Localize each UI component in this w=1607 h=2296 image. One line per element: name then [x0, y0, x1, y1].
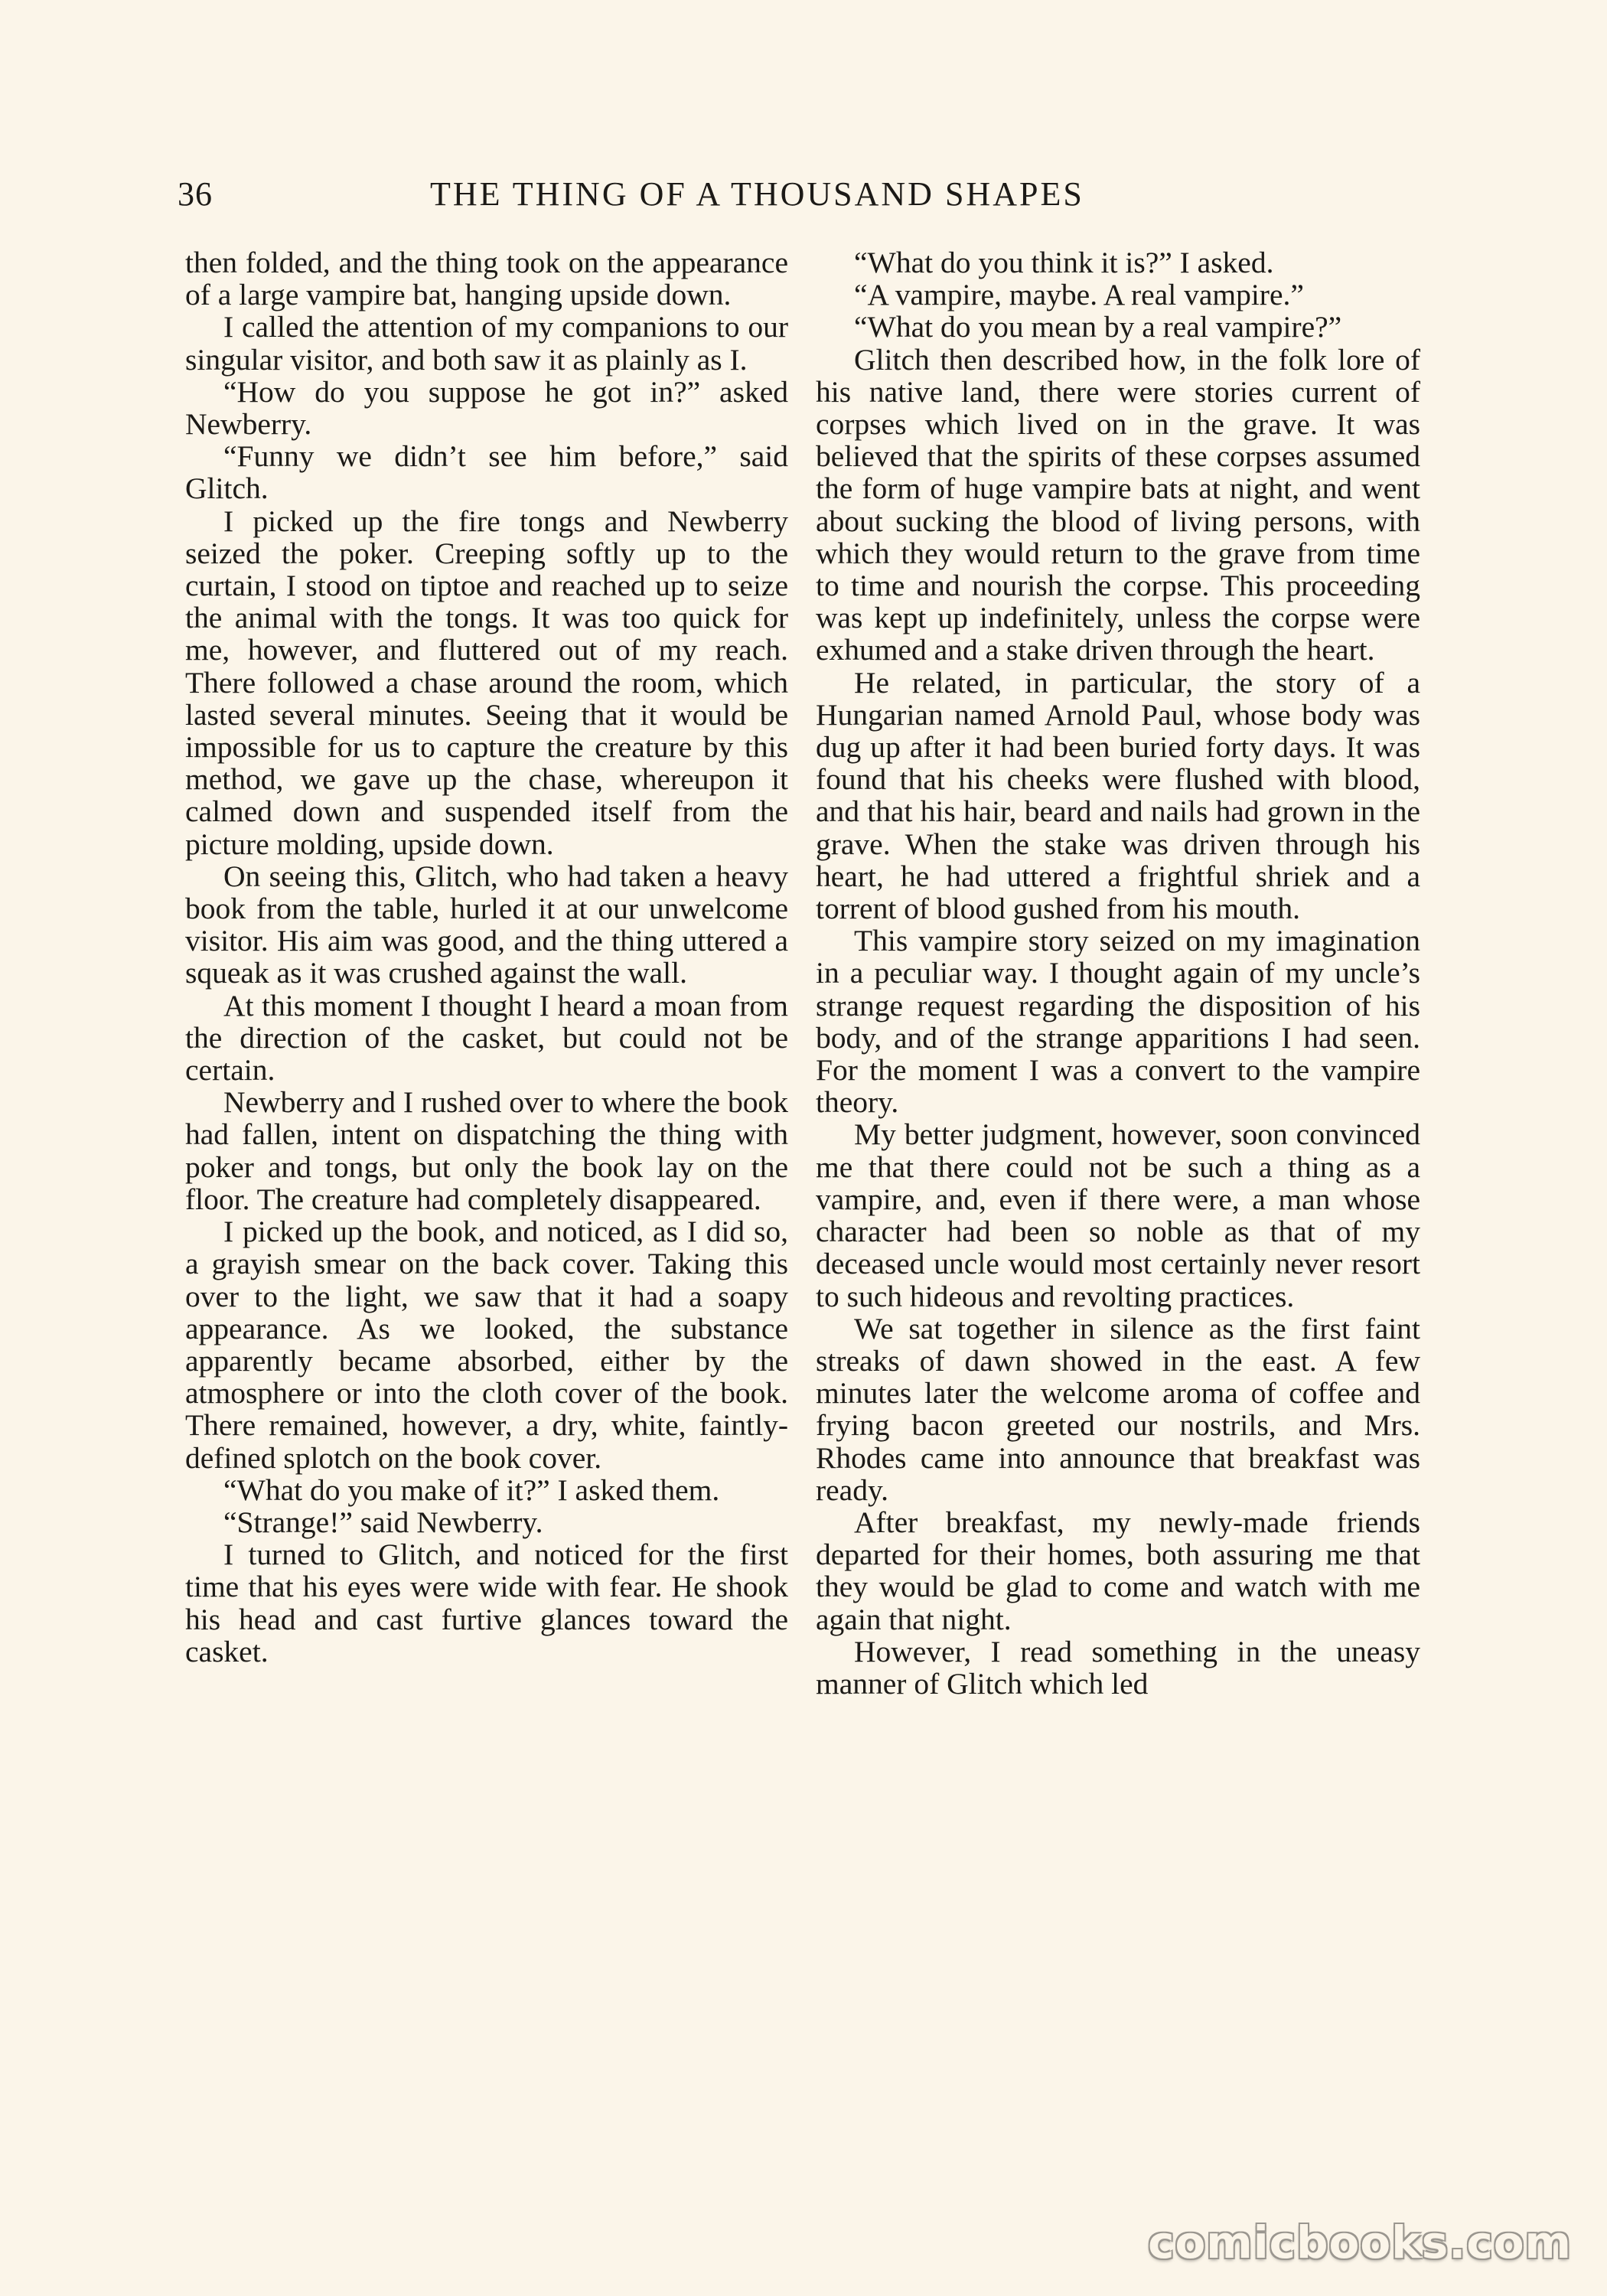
paragraph: Glitch then described how, in the folk lore of his native land, there were stories current of corpses which lived on in the grave. It was believed that the spirits of these corpses assumed the form of huge vampire bats at night, and went about sucking the blood of living persons, with which they would return to the grave from time to time and nourish the corpse. This proceeding was kept up indefinitely, unless the corpse were exhumed and a stake driven through the heart. — [816, 342, 1420, 667]
paragraph: “A vampire, maybe. A real vampire.” — [854, 278, 1304, 312]
paragraph: “Funny we didn’t see him before,” said Glitch. — [185, 439, 788, 506]
paragraph: “What do you make of it?” I asked them. — [223, 1473, 720, 1507]
paragraph: After breakfast, my newly-made friends departed for their homes, both assuring me that they would be glad to come and watch with me again that night. — [816, 1505, 1420, 1636]
paragraph: I picked up the fire tongs and Newberry seized the poker. Creeping softly up to the curtain, I stood on tiptoe and reached up to seize the animal with the tongs. It was too quick for me, however, and fluttered out of my reach. There followed a chase around the room, which lasted several minutes. Seeing that it would be impossible for us to capture the creature by this method, we gave up the chase, whereupon it calmed down and suspended itself from the picture molding, upside down. — [185, 504, 788, 861]
paragraph: This vampire story seized on my imagination in a peculiar way. I thought again of my uncle’s strange request regarding the disposition of his body, and of the strange apparitions I had seen. For the moment I was a convert to the vampire theory. — [816, 924, 1420, 1120]
page-header — [178, 170, 1433, 223]
paragraph: My better judgment, however, soon convinced me that there could not be such a thing as a vampire, and, even if there were, a man whose character had been so noble as that of my deceased uncle would most certainly never resort to such hideous and revolting practices. — [816, 1117, 1420, 1313]
running-title: THE THING OF A THOUSAND SHAPES — [430, 175, 1084, 213]
paragraph: I called the attention of my companions to our singular visitor, and both saw it as plainly as I. — [185, 310, 788, 377]
paragraph: However, I read something in the uneasy manner of Glitch which led — [816, 1634, 1420, 1701]
paragraph: On seeing this, Glitch, who had taken a heavy book from the table, hurled it at our unwelcome visitor. His aim was good, and the thing uttered a squeak as it was crushed against the wall. — [185, 859, 788, 990]
paragraph: I turned to Glitch, and noticed for the first time that his eyes were wide with fear. He shook his head and cast furtive glances toward the casket. — [185, 1538, 788, 1668]
paragraph: then folded, and the thing took on the appearance of a large vampire bat, hanging upside down. — [185, 246, 788, 312]
paragraph: “How do you suppose he got in?” asked Newberry. — [185, 374, 788, 442]
paragraph: “What do you mean by a real vampire?” — [854, 310, 1342, 344]
page-number: 36 — [178, 175, 213, 213]
paragraph: At this moment I thought I heard a moan from the direction of the casket, but could not be certain. — [185, 988, 788, 1088]
right-column — [816, 246, 1420, 1700]
paragraph: I picked up the book, and noticed, as I did so, a grayish smear on the back cover. Taking this over to the light, we saw that it had a soapy appearance. As we looked, the substance apparently became absorbed, either by the atmosphere or into the cloth cover of the book. There remained, however, a dry, white, faintly-defined splotch on the book cover. — [185, 1215, 788, 1475]
paragraph: He related, in particular, the story of a Hungarian named Arnold Paul, whose body was dug up after it had been buried forty days. It was found that his cheeks were flushed with blood, and that his hair, beard and nails had grown in the grave. When the stake was driven through his heart, he had uttered a frightful shriek and a torrent of blood gushed from his mouth. — [816, 665, 1420, 926]
paragraph: We sat together in silence as the first faint streaks of dawn showed in the east. A few minutes later the welcome aroma of coffee and frying bacon greeted our nostrils, and Mrs. Rhodes came into announce that breakfast was ready. — [816, 1311, 1420, 1507]
paragraph: “What do you think it is?” I asked. — [854, 246, 1274, 279]
paragraph: Newberry and I rushed over to where the book had fallen, intent on dispatching the thing with poker and tongs, but only the book lay on the floor. The creature had completely disappeared. — [185, 1085, 788, 1216]
paragraph: “Strange!” said Newberry. — [223, 1505, 543, 1539]
left-column — [185, 246, 788, 1668]
site-watermark: comicbooks.com — [1148, 2216, 1572, 2268]
